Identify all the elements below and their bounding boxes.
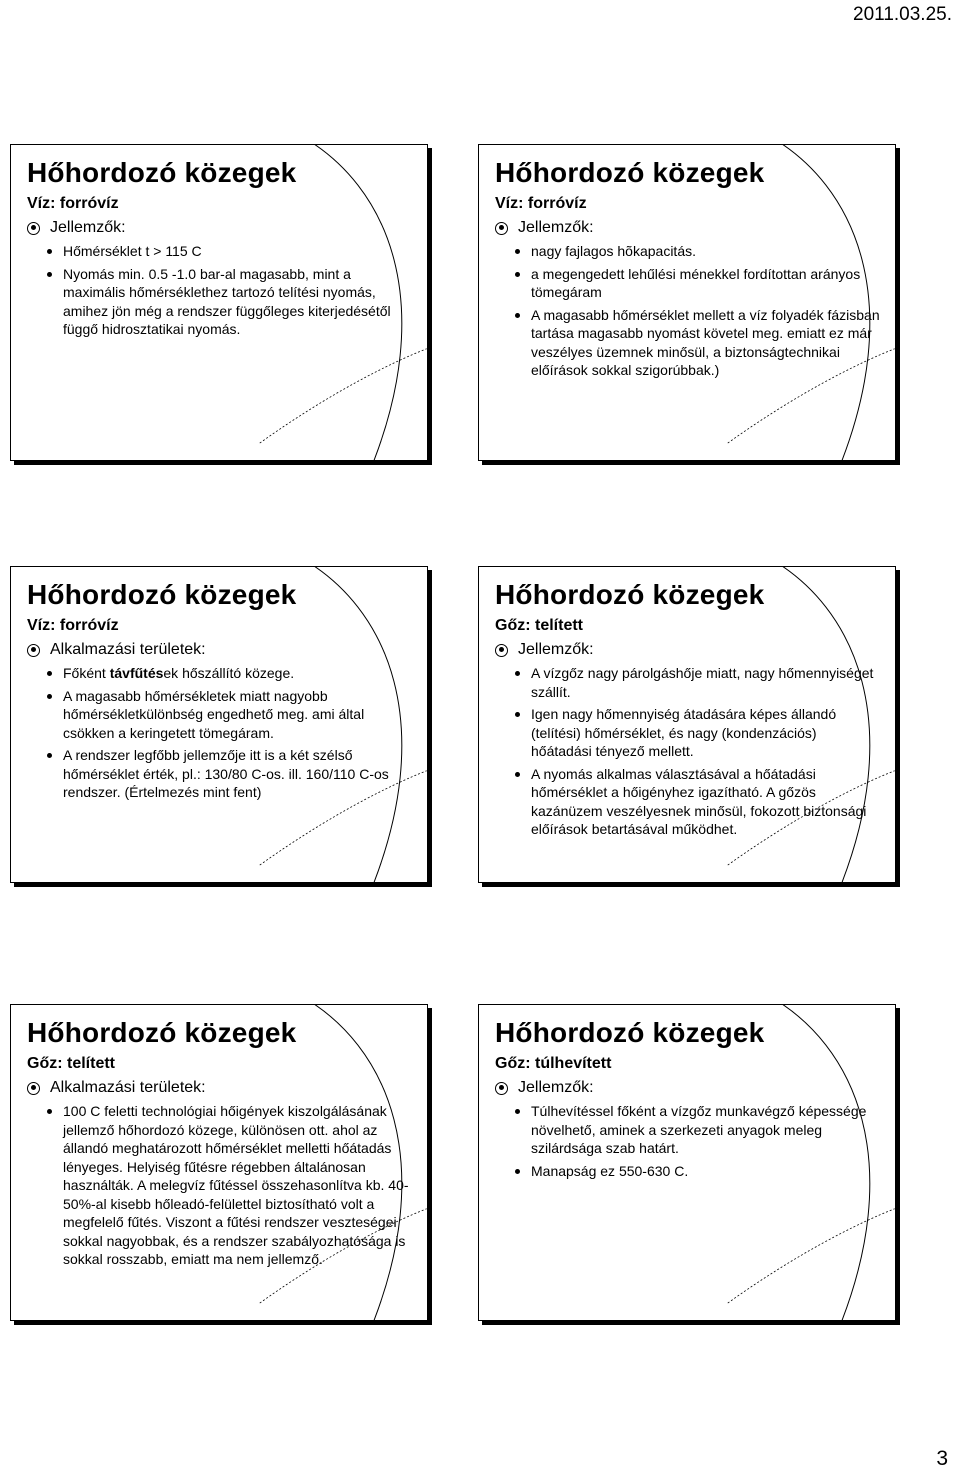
bullet-list [27, 242, 413, 339]
slide-title: Hőhordozó közegek [495, 579, 765, 610]
slide-subtitle: Víz: forróvíz [495, 195, 587, 212]
slide-title: Hőhordozó közegek [27, 579, 297, 610]
radio-bullet-icon [495, 222, 508, 235]
section-heading [495, 641, 881, 659]
radio-bullet-icon [27, 222, 40, 235]
bullet-list [495, 242, 881, 380]
slide-subtitle: Víz: forróvíz [27, 195, 119, 212]
bullet-item: 100 C feletti technológiai hőigények kiszolgálásának jellemző hőhordozó közege, különösen ott. ahol az állandó meghatározott hőmérséklet melletti hőátadás lényeges. Helyiség fűtésre régebben általánosan használták. A melegvíz fűtéssel összehasonlítva kb. 40-50%-al kisebb hőleadó-felülettel biztosítható volt a megfelelő fűtés. Viszont a fűtési rendszer veszteségei sokkal nagyobbak, és a rendszer szabályozhatósága is sokkal rosszabb, emiatt ma nem jellemző. [47, 1102, 413, 1269]
slide-4 [478, 566, 896, 883]
slide-6 [478, 1004, 896, 1321]
slide-content [495, 1017, 881, 1314]
page-date: 2011.03.25. [853, 4, 952, 25]
slide-title: Hőhordozó közegek [495, 1017, 765, 1048]
bullet-item: Igen nagy hőmennyiség átadására képes állandó (telítési) hőmérséklet, és nagy (kondenzációs) hőátadási tényező mellett. [515, 705, 881, 761]
slide-content [27, 157, 413, 454]
slide-1 [10, 144, 428, 461]
slide-subtitle: Víz: forróvíz [27, 617, 119, 634]
bullet-item: A nyomás alkalmas választásával a hőátadási hőmérséklet a hőigényhez igazítható. A gőzös kazánüzem veszélyesnek minősül, fokozott biztonsági előírások betartásával működhet. [515, 765, 881, 839]
bullet-item: A rendszer legfőbb jellemzője itt is a két szélső hőmérséklet érték, pl.: 130/80 C-os. ill. 160/110 C-os rendszer. (Értelmezés mint fent) [47, 746, 413, 802]
bullet-item: Nyomás min. 0.5 -1.0 bar-al magasabb, mint a maximális hőmérséklethez tartozó telítési nyomás, amihez jön még a rendszer függőleges kiterjedésétől függő hidrosztatikai nyomás. [47, 265, 413, 339]
bullet-item: A magasabb hőmérséklet mellett a víz folyadék fázisban tartása magasabb nyomást követel meg. emiatt ez már veszélyes üzemnek minősül, a biztonságtechnikai előírások sokkal szigorúbbak.) [515, 306, 881, 380]
section-label: Jellemzők: [50, 219, 126, 236]
bullet-item: a megengedett lehűlési ménekkel fordítottan arányos tömegáram [515, 265, 881, 302]
slide-subtitle: Gőz: telített [27, 1055, 115, 1072]
section-heading [495, 219, 881, 237]
section-label: Jellemzők: [518, 1079, 594, 1096]
slide-2 [478, 144, 896, 461]
bullet-bold-text: távfűtés [109, 665, 164, 681]
bullet-item: nagy fajlagos hõkapacitás. [515, 242, 881, 261]
section-heading [495, 1079, 881, 1097]
section-heading [27, 219, 413, 237]
slide-subtitle: Gőz: telített [495, 617, 583, 634]
slide-content [27, 579, 413, 876]
bullet-list [27, 664, 413, 802]
bullet-post-text: ek hőszállító közege. [163, 665, 295, 681]
slide-3 [10, 566, 428, 883]
bullet-item [47, 664, 413, 683]
bullet-list [27, 1102, 413, 1269]
slide-title: Hőhordozó közegek [27, 157, 297, 188]
radio-bullet-icon [27, 1082, 40, 1095]
bullet-pre-text: Főként [63, 665, 110, 681]
section-label: Jellemzők: [518, 219, 594, 236]
section-heading [27, 1079, 413, 1097]
slide-title: Hőhordozó közegek [495, 157, 765, 188]
slide-content [495, 579, 881, 876]
bullet-item: Hőmérséklet t > 115 C [47, 242, 413, 261]
section-heading [27, 641, 413, 659]
section-label: Jellemzők: [518, 641, 594, 658]
section-label: Alkalmazási területek: [50, 1079, 206, 1096]
bullet-list [495, 664, 881, 839]
section-label: Alkalmazási területek: [50, 641, 206, 658]
radio-bullet-icon [27, 644, 40, 657]
bullet-item: Túlhevítéssel főként a vízgőz munkavégző képessége növelhető, aminek a szerkezeti anyagok meleg szilárdsága szab határt. [515, 1102, 881, 1158]
radio-bullet-icon [495, 644, 508, 657]
slide-content [495, 157, 881, 454]
radio-bullet-icon [495, 1082, 508, 1095]
slide-content [27, 1017, 413, 1314]
slide-subtitle: Gőz: túlhevített [495, 1055, 612, 1072]
bullet-item: A magasabb hőmérsékletek miatt nagyobb hőmérsékletkülönbség engedhető meg. ami által csökken a keringetett tömegáram. [47, 687, 413, 743]
bullet-item: A vízgőz nagy párolgáshője miatt, nagy hőmennyiséget szállít. [515, 664, 881, 701]
slide-title: Hőhordozó közegek [27, 1017, 297, 1048]
bullet-list [495, 1102, 881, 1180]
page-number: 3 [936, 1447, 948, 1470]
bullet-item: Manapság ez 550-630 C. [515, 1162, 881, 1181]
slide-5 [10, 1004, 428, 1321]
